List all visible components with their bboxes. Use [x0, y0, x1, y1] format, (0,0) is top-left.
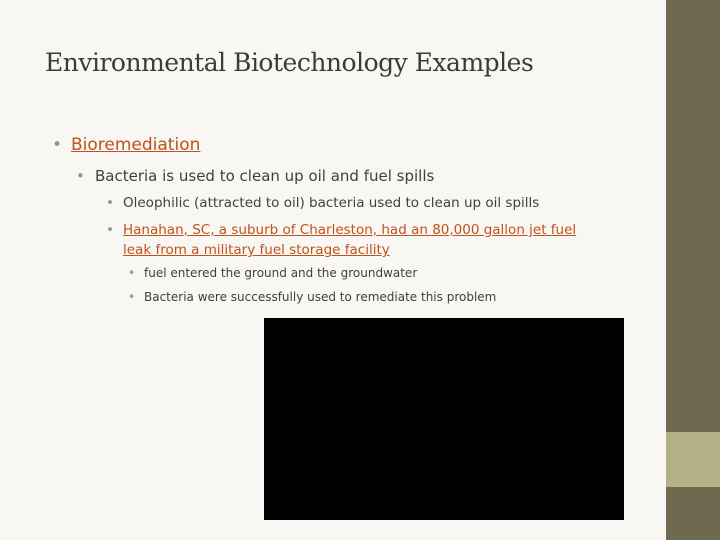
embedded-video[interactable] [264, 318, 624, 520]
bullet-hanahan-line1[interactable] [123, 222, 576, 238]
bullet-fuel-entered-ground: fuel entered the ground and the groundwater [144, 266, 418, 280]
bullet-bacteria-oil-fuel: Bacteria is used to clean up oil and fuel spills [95, 167, 435, 185]
bullet-icon: • [76, 167, 85, 185]
bullet-icon: • [106, 195, 114, 211]
hanahan-link-line1[interactable]: Hanahan, SC, a suburb of Charleston, had an 80,000 gallon jet fuel [123, 222, 577, 238]
bullet-icon: • [128, 290, 136, 304]
bullet-icon: • [128, 266, 136, 280]
bullet-oleophilic: Oleophilic (attracted to oil) bacteria used to clean up oil spills [123, 195, 540, 211]
bioremediation-link[interactable]: Bioremediation [71, 135, 201, 155]
bullet-icon: • [106, 222, 114, 238]
bullet-hanahan-line2[interactable] [123, 242, 390, 258]
bullet-icon: • [52, 135, 63, 155]
bullet-bacteria-remediate: Bacteria were successfully used to remediate this problem [144, 290, 497, 304]
slide-title: Environmental Biotechnology Examples [45, 48, 534, 77]
hanahan-link-line2[interactable]: leak from a military fuel storage facility [123, 242, 390, 258]
side-accent-block [666, 432, 720, 487]
bullet-bioremediation[interactable] [71, 135, 200, 155]
